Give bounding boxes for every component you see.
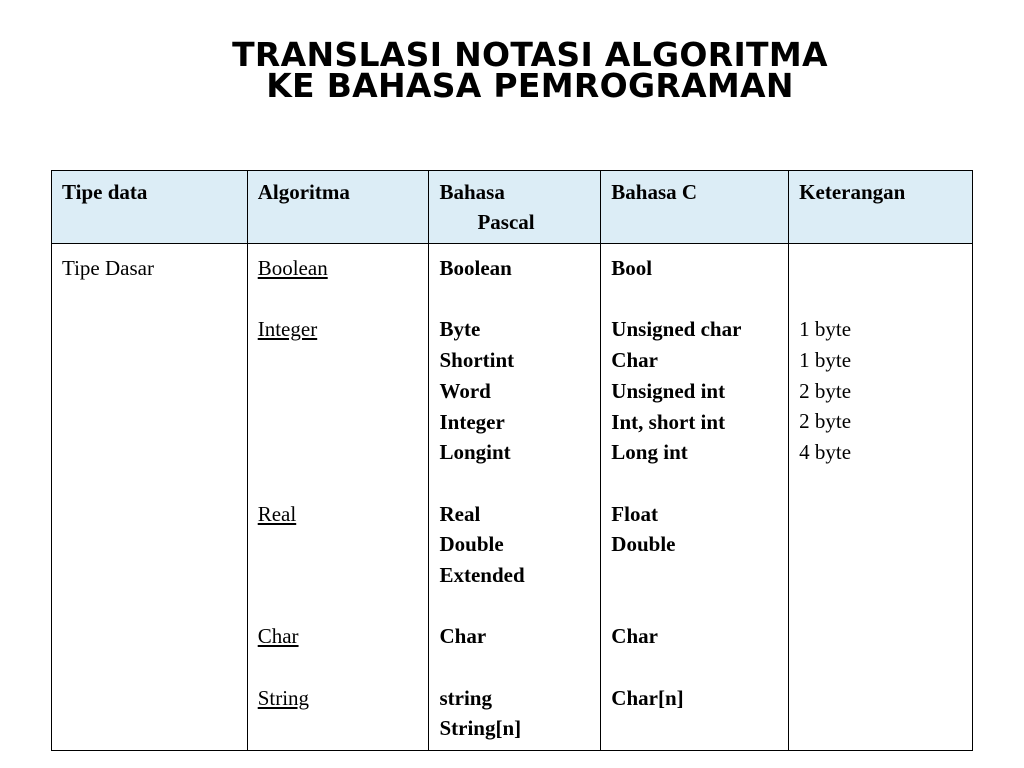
pascal-double: Double: [439, 532, 504, 557]
spacer: [439, 652, 590, 683]
spacer: [258, 345, 419, 376]
spacer: [258, 406, 419, 437]
cell-keterangan: [789, 244, 973, 751]
c-int-short-int: Int, short int: [611, 409, 726, 434]
spacer: [258, 437, 419, 468]
pascal-integer: Integer: [439, 409, 505, 434]
keterangan-1: 1 byte: [799, 317, 852, 342]
pascal-byte: Byte: [439, 317, 481, 342]
header-pascal-line-1: Bahasa: [439, 180, 505, 204]
keterangan-5: 4 byte: [799, 440, 852, 465]
spacer: [799, 253, 962, 284]
keterangan-2: 1 byte: [799, 348, 852, 373]
c-char-n: Char[n]: [611, 685, 684, 710]
spacer: [611, 652, 778, 683]
c-unsigned-int: Unsigned int: [611, 378, 726, 403]
spacer: [611, 591, 778, 622]
keterangan-3: 2 byte: [799, 378, 852, 403]
header-bahasa-pascal: [429, 171, 601, 244]
spacer: [439, 468, 590, 499]
cell-tipe-data: [52, 244, 248, 751]
spacer: [258, 560, 419, 591]
algo-real: Real: [257, 501, 297, 526]
spacer: [439, 284, 590, 315]
pascal-string-n: String[n]: [439, 716, 522, 741]
pascal-boolean: Boolean: [439, 256, 512, 280]
spacer: [611, 560, 778, 591]
pascal-char: Char: [439, 624, 487, 649]
c-bool: Bool: [611, 256, 653, 280]
spacer: [258, 652, 419, 683]
spacer: [439, 591, 590, 622]
pascal-word: Word: [439, 378, 491, 403]
spacer: [799, 284, 962, 315]
algo-boolean: Boolean: [257, 256, 328, 280]
cell-bahasa-c: [601, 244, 789, 751]
pascal-real: Real: [439, 501, 481, 526]
header-bahasa-c: Bahasa C: [601, 171, 789, 244]
c-long-int: Long int: [611, 440, 688, 465]
keterangan-4: 2 byte: [799, 409, 852, 434]
pascal-longint: Longint: [439, 440, 511, 465]
cell-pascal: [429, 244, 601, 751]
spacer: [611, 284, 778, 315]
table-header-row: [52, 171, 973, 244]
spacer: [258, 591, 419, 622]
header-keterangan: Keterangan: [789, 171, 973, 244]
spacer: [611, 468, 778, 499]
c-char-int: Char: [611, 348, 658, 373]
pascal-shortint: Shortint: [439, 348, 515, 373]
c-char: Char: [611, 624, 658, 649]
header-pascal-line-2: Pascal: [477, 210, 535, 234]
c-float: Float: [611, 501, 658, 526]
title-line-2: KE BAHASA PEMROGRAMAN: [266, 65, 794, 105]
algo-integer: Integer: [257, 317, 318, 342]
header-tipe-data: Tipe data: [52, 171, 248, 244]
algo-string: String: [257, 685, 310, 710]
algo-char: Char: [257, 624, 299, 649]
translation-table: [51, 170, 973, 751]
spacer: [258, 468, 419, 499]
slide-title: [0, 35, 1024, 105]
table-row: [52, 244, 973, 751]
spacer: [258, 529, 419, 560]
pascal-string: string: [439, 685, 492, 710]
c-unsigned-char: Unsigned char: [611, 317, 742, 342]
spacer: [258, 376, 419, 407]
header-algoritma: Algoritma: [247, 171, 429, 244]
tipe-dasar-text: Tipe Dasar: [62, 256, 154, 280]
pascal-extended: Extended: [439, 563, 525, 587]
cell-algoritma: [247, 244, 429, 751]
spacer: [258, 284, 419, 315]
c-double: Double: [611, 532, 676, 557]
title-line-1: TRANSLASI NOTASI ALGORITMA: [232, 35, 828, 74]
